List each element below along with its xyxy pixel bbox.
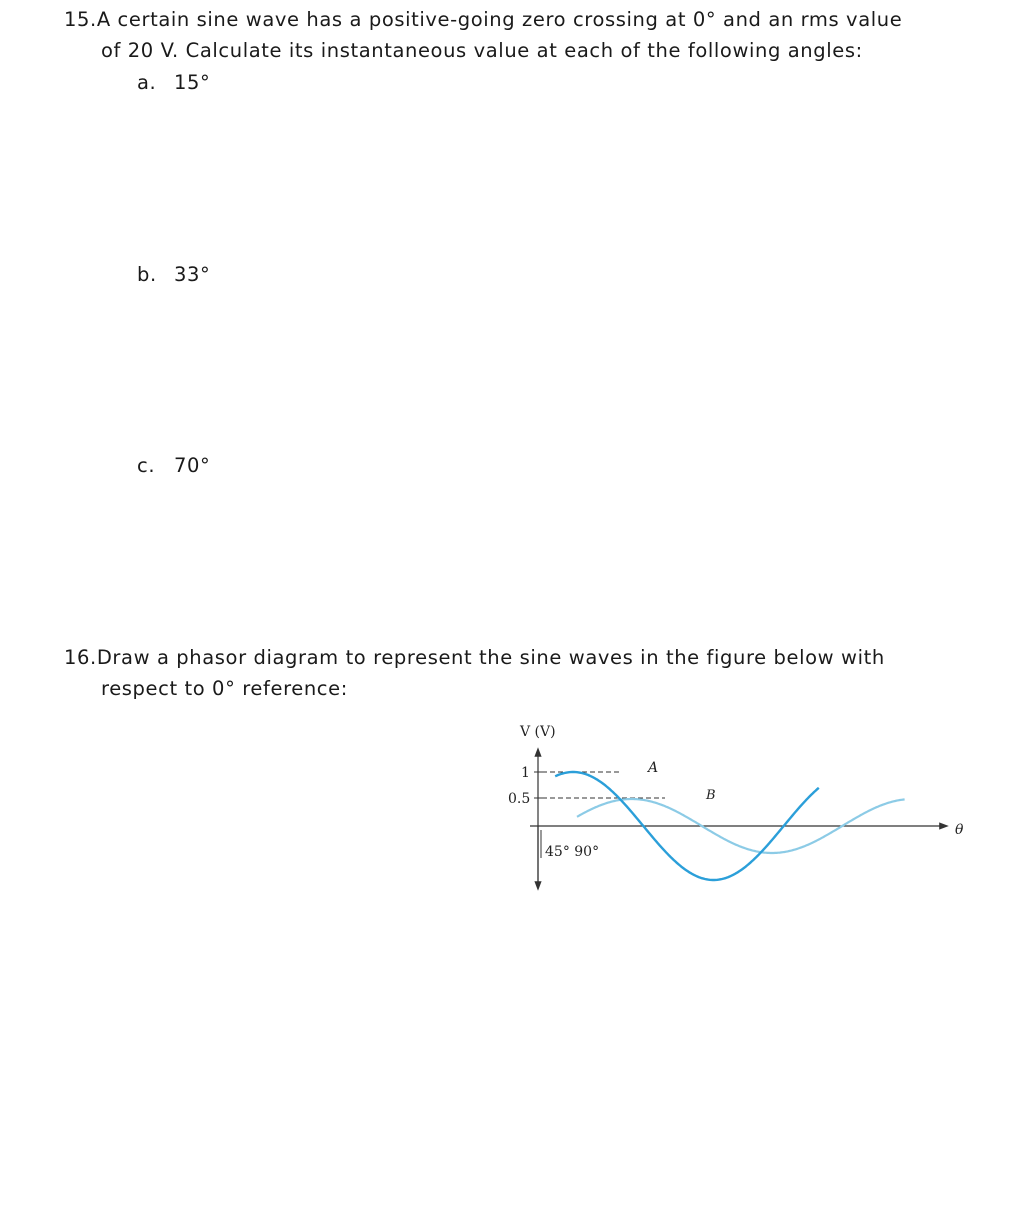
y-tick-1-label: 1 bbox=[521, 765, 530, 781]
question-15-item-b bbox=[137, 263, 210, 287]
wave-a-label: A bbox=[648, 760, 659, 776]
question-16-line-1 bbox=[64, 646, 885, 670]
question-16-text-line-2: respect to 0° reference: bbox=[101, 677, 348, 700]
wave-a-curve bbox=[555, 772, 819, 880]
question-15-line-2 bbox=[101, 39, 863, 63]
x-axis-label: θ bbox=[955, 822, 964, 838]
question-15-item-c bbox=[137, 454, 210, 478]
question-16-text-line-1: Draw a phasor diagram to represent the sine waves in the figure below with bbox=[96, 646, 885, 669]
y-tick-05-label: 0.5 bbox=[508, 791, 531, 807]
x-tick-labels: 45° 90° bbox=[545, 844, 600, 860]
y-axis-label: V (V) bbox=[520, 724, 556, 740]
question-16-number: 16. bbox=[64, 646, 97, 669]
question-15-text-line-1: A certain sine wave has a positive-going zero crossing at 0° and an rms value bbox=[96, 8, 903, 31]
question-15-number: 15. bbox=[64, 8, 97, 31]
item-c-letter: c. bbox=[137, 454, 156, 477]
question-15-line-1 bbox=[64, 8, 902, 32]
item-a-letter: a. bbox=[137, 71, 157, 94]
question-15-text-line-2: of 20 V. Calculate its instantaneous value at each of the following angles: bbox=[101, 39, 863, 62]
question-16-line-2 bbox=[101, 677, 348, 701]
item-b-letter: b. bbox=[137, 263, 157, 286]
wave-b-curve bbox=[577, 799, 905, 853]
item-c-value: 70° bbox=[174, 454, 211, 477]
item-a-value: 15° bbox=[174, 71, 211, 94]
wave-b-label: B bbox=[706, 788, 716, 803]
item-b-value: 33° bbox=[174, 263, 211, 286]
question-15-item-a bbox=[137, 71, 210, 95]
